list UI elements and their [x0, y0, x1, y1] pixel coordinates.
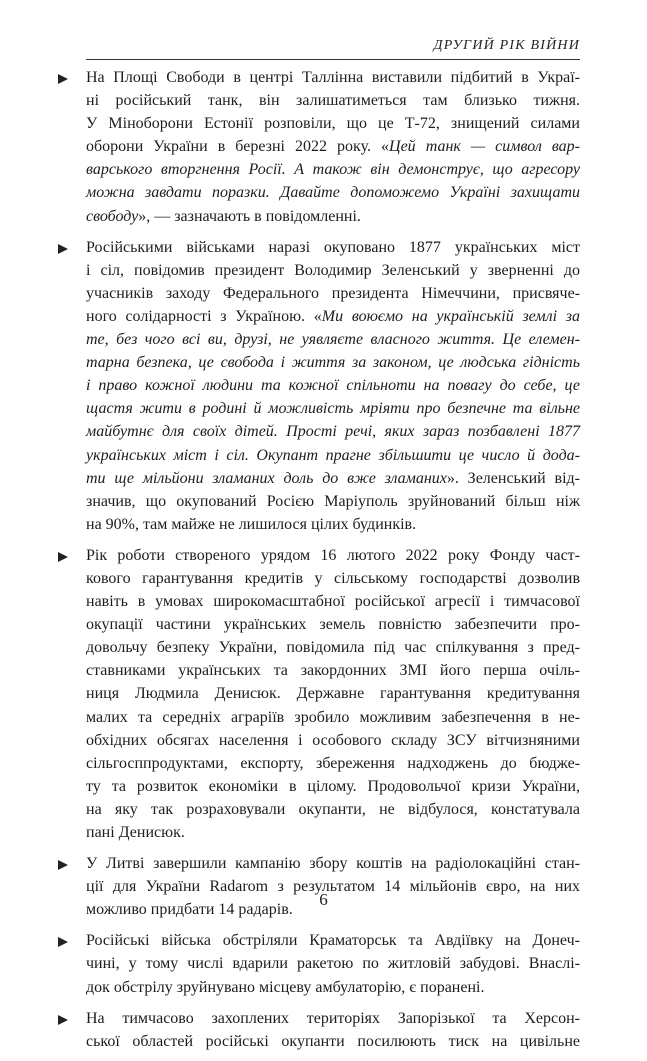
body-text: Російськими військами наразі окуповано 1877 українських міст — [86, 238, 580, 256]
body-text: ту та розвиток економіки в цілому. Продовольчої кризи України, — [86, 777, 580, 795]
body-text: малих та середніх аграріїв зробило можливим забезпечення в не- — [86, 708, 580, 726]
text-line — [86, 328, 580, 351]
text-line — [86, 682, 580, 705]
text-line — [86, 374, 580, 397]
text-line — [86, 852, 580, 875]
triangle-bullet-icon — [58, 66, 68, 89]
body-text: », — зазначають в повідомленні. — [138, 207, 361, 225]
body-text: Рік роботи створеного урядом 16 лютого 2022 року Фонду част- — [86, 546, 580, 564]
triangle-bullet-icon — [58, 236, 68, 259]
quote-text: майбутнє для своїх дітей. Прості речі, яких зараз позбавлені 1877 — [86, 423, 580, 441]
text-line — [86, 729, 580, 752]
quote-text: можна завдати поразки. Давайте допоможемо Україні захищати — [86, 184, 580, 202]
quote-text: свободу — [86, 207, 139, 225]
text-line — [86, 636, 580, 659]
header-rule — [86, 59, 580, 60]
text-line — [86, 236, 580, 259]
text-line — [86, 613, 580, 636]
text-line — [86, 158, 580, 181]
body-text: окупації частини українських земель повністю забезпечити про- — [86, 616, 580, 634]
body-text: ного солідарності з Україною. « — [86, 307, 322, 325]
triangle-bullet-icon — [58, 1007, 68, 1030]
text-line — [86, 444, 580, 467]
text-line — [86, 544, 580, 567]
body-text: оборони України в березні 2022 року. « — [86, 138, 390, 156]
text-line — [86, 305, 580, 328]
quote-text: і право кожної людини та кожної спільноти на повагу до себе, це — [86, 377, 580, 395]
text-line — [86, 952, 580, 975]
body-text: обхідних обсягах населення і особового складу ЗСУ вітчизняними — [86, 731, 580, 749]
quote-text: Цей танк — символ вар- — [389, 138, 581, 156]
text-line — [86, 420, 580, 443]
text-line — [86, 89, 580, 112]
text-line — [86, 706, 580, 729]
text-line — [86, 66, 580, 89]
quote-text: те, без чого всі ви, друзі, не уявляєте власного життя. Це елемен- — [86, 331, 580, 349]
quote-text: варського вторгнення Росії. А також він демонструє, що агресору — [86, 161, 580, 179]
body-text: ської областей російські окупанти посилюють тиск на цивільне — [86, 1032, 580, 1050]
body-text: значив, що окупований Росією Маріуполь зруйнований більш ніж — [86, 492, 580, 510]
triangle-bullet-icon — [58, 852, 68, 875]
body-text: док обстрілу зруйнувано місцеву амбулаторію, є поранені. — [86, 978, 485, 996]
running-head: ДРУГИЙ РІК ВІЙНИ — [433, 38, 580, 53]
news-item — [58, 544, 580, 844]
body-text: кового гарантування кредитів у сільському господарстві дозволив — [86, 569, 580, 587]
body-text: ». Зеленський від- — [446, 469, 581, 487]
body-text: чині, у тому числі вдарили ракетою по житловій забудові. Внаслі- — [86, 955, 580, 973]
text-line — [86, 259, 580, 282]
text-line — [86, 590, 580, 613]
body-text: довольчу безпеку України, повідомила під час спілкування з пред- — [86, 639, 580, 657]
body-text: пані Денисюк. — [86, 824, 185, 841]
news-item — [58, 66, 580, 228]
body-text: на яку так розраховували окупанти, не відбулося, констатувала — [86, 800, 580, 818]
text-line — [86, 821, 580, 844]
quote-text: щастя жити в родині й можливість мріяти про безпечне та вільне — [86, 400, 580, 418]
news-list — [58, 66, 580, 1061]
text-line — [86, 1007, 580, 1030]
quote-text: тарна безпека, це свобода і життя за законом, це людська гідність — [86, 354, 580, 372]
body-text: У Міноборони Естонії розповіли, що це Т-72, знищений силами — [86, 115, 580, 133]
text-line — [86, 513, 580, 536]
text-line — [86, 976, 580, 999]
quote-text: українських міст і сіл. Окупант прагне збільшити це число й дода- — [86, 446, 580, 464]
text-line — [86, 929, 580, 952]
text-line — [86, 798, 580, 821]
body-text: ції для України Radarom з результатом 14 мільйонів євро, на них — [86, 878, 580, 896]
body-text: ставниками українських та закордонних ЗМІ його перша очіль- — [86, 662, 580, 680]
body-text: сільгосппродуктами, експорту, збереження надходжень до бюдже- — [86, 754, 580, 772]
text-line — [86, 567, 580, 590]
text-line — [86, 752, 580, 775]
news-item — [58, 236, 580, 536]
body-text: ні російський танк, він залишатиметься там близько тижня. — [86, 92, 580, 110]
news-item — [58, 852, 580, 921]
text-line — [86, 490, 580, 513]
news-item — [58, 1007, 580, 1053]
text-line — [86, 1030, 580, 1053]
text-line — [86, 659, 580, 682]
body-text: На Площі Свободи в центрі Таллінна виставили підбитий в Украї- — [86, 69, 580, 86]
body-text: На тимчасово захоплених територіях Запорізької та Херсон- — [86, 1009, 580, 1027]
text-line — [86, 135, 580, 158]
body-text: і сіл, повідомив президент Володимир Зеленський у зверненні до — [86, 261, 580, 279]
text-line — [86, 181, 580, 204]
body-text: Російські війська обстріляли Краматорськ та Авдіївку на Донеч- — [86, 932, 580, 950]
body-text: У Литві завершили кампанію збору коштів на радіолокаційні стан- — [86, 855, 580, 873]
text-line — [86, 775, 580, 798]
body-text: можливо придбати 14 радарів. — [86, 901, 293, 919]
news-item — [58, 929, 580, 998]
text-line — [86, 467, 580, 490]
triangle-bullet-icon — [58, 929, 68, 952]
text-line — [86, 205, 580, 228]
triangle-bullet-icon — [58, 544, 68, 567]
body-text: навіть в умовах широкомасштабної російської агресії і тимчасової — [86, 593, 580, 611]
text-line — [86, 112, 580, 135]
body-text: на 90%, там майже не лишилося цілих будинків. — [86, 515, 417, 533]
text-line — [86, 282, 580, 305]
quote-text: Ми воюємо на українській землі за — [321, 307, 580, 325]
text-line — [86, 397, 580, 420]
page-number: 6 — [319, 890, 328, 909]
body-text: учасників заходу Федерального президента Німеччини, присвяче- — [86, 284, 580, 302]
text-line — [86, 351, 580, 374]
body-text: ниця Людмила Денисюк. Державне гарантування кредитування — [86, 685, 580, 703]
quote-text: ти ще мільйони зламаних доль до вже зламаних — [86, 469, 447, 487]
